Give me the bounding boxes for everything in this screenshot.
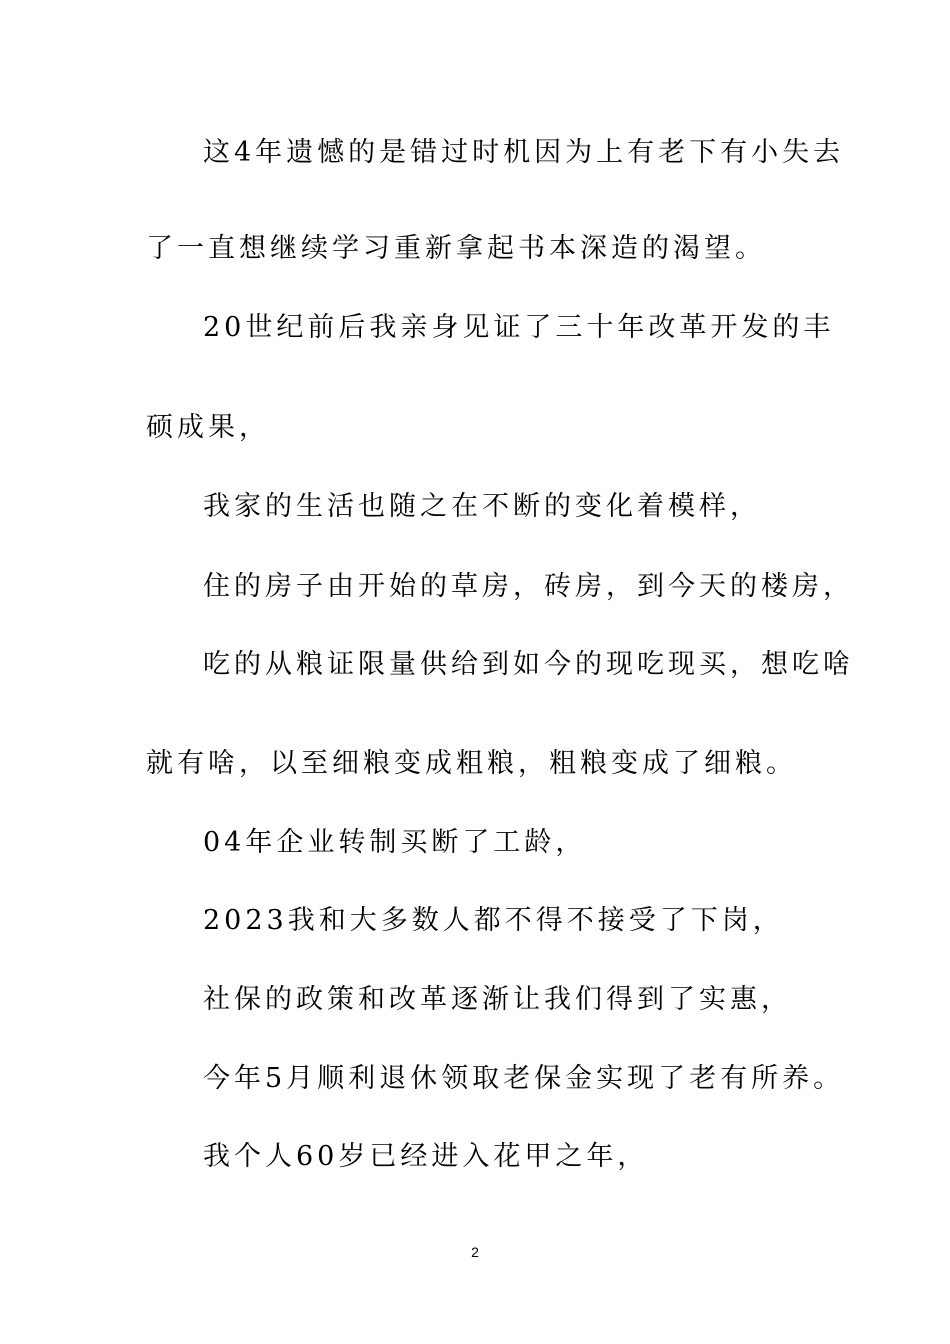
paragraph-line-5: 我家的生活也随之在不断的变化着模样， [203,491,761,522]
paragraph-line-7: 吃的从粮证限量供给到如今的现吃现买，想吃啥 [203,649,854,680]
paragraph-line-2: 了一直想继续学习重新拿起书本深造的渴望。 [146,233,766,264]
paragraph-line-8: 就有啥，以至细粮变成粗粮，粗粮变成了细粮。 [146,748,797,779]
paragraph-line-9: 04年企业转制买断了工龄， [203,827,587,858]
paragraph-line-12: 今年5月顺利退休领取老保金实现了老有所养。 [203,1063,845,1094]
paragraph-line-6: 住的房子由开始的草房，砖房，到今天的楼房， [203,571,854,602]
page-number: 2 [471,1244,479,1260]
paragraph-line-1: 这4年遗憾的是错过时机因为上有老下有小失去 [203,137,845,168]
paragraph-line-10: 2023我和大多数人都不得不接受了下岗， [203,905,784,936]
paragraph-line-13: 我个人60岁已经进入花甲之年， [203,1141,649,1172]
paragraph-line-11: 社保的政策和改革逐渐让我们得到了实惠， [203,984,792,1015]
paragraph-line-4: 硕成果， [146,412,270,443]
paragraph-line-3: 20世纪前后我亲身见证了三十年改革开发的丰 [203,312,835,343]
